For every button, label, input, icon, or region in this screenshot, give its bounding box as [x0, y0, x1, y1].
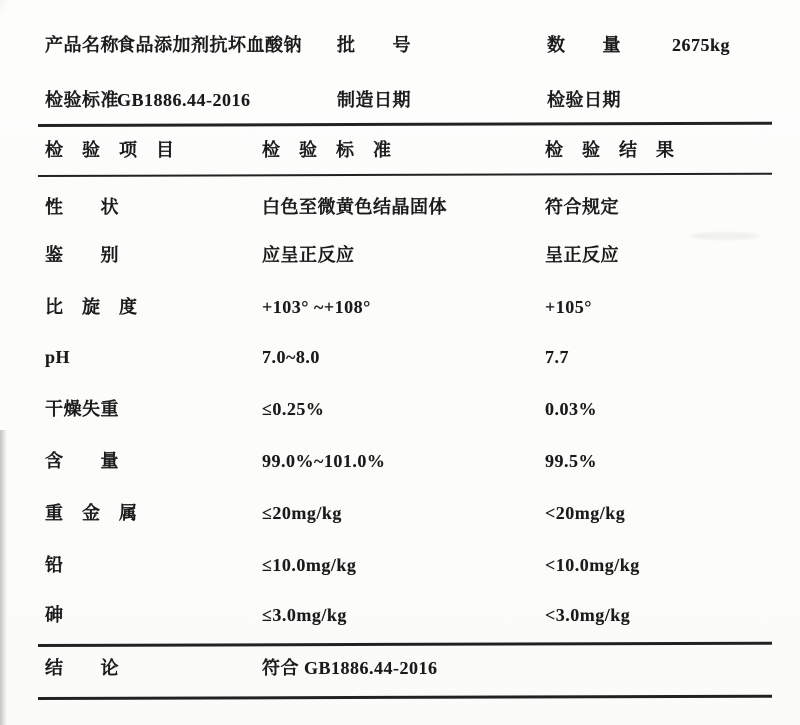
item-cell: 鉴 别 [45, 245, 119, 265]
standard-cell: 99.0%~101.0% [262, 451, 386, 471]
column-header-result: 检 验 结 果 [545, 140, 675, 160]
item-cell: 性 状 [45, 197, 119, 217]
standard-cell: 应呈正反应 [262, 245, 355, 265]
standard-cell: 7.0~8.0 [262, 347, 320, 367]
item-cell: pH [45, 347, 71, 367]
result-cell: 99.5% [545, 451, 597, 471]
inspection-standard-value: GB1886.44-2016 [117, 90, 251, 110]
standard-cell: ≤0.25% [262, 399, 325, 419]
item-cell: 干燥失重 [45, 399, 119, 419]
item-cell: 重 金 属 [45, 503, 138, 523]
batch-number-label: 批 号 [337, 35, 411, 55]
item-cell: 比 旋 度 [45, 297, 138, 317]
standard-cell: ≤3.0mg/kg [262, 605, 347, 625]
scan-edge-artifact [0, 430, 7, 725]
product-name-label: 产品名称 [45, 35, 119, 55]
conclusion-value: 符合 GB1886.44-2016 [262, 658, 438, 678]
quantity-label: 数 量 [547, 35, 621, 55]
inspection-date-label: 检验日期 [547, 90, 621, 110]
item-cell: 含 量 [45, 451, 119, 471]
table-rule-under-header [38, 173, 772, 177]
product-name-value: 食品添加剂抗坏血酸钠 [117, 35, 302, 55]
inspection-standard-label: 检验标准 [45, 90, 119, 110]
result-cell: <3.0mg/kg [545, 605, 631, 625]
result-cell: 0.03% [545, 399, 597, 419]
result-cell: 7.7 [545, 347, 569, 367]
table-rule-top [38, 122, 772, 127]
column-header-item: 检 验 项 目 [45, 140, 175, 160]
item-cell: 砷 [45, 605, 64, 625]
manufacture-date-label: 制造日期 [337, 90, 411, 110]
conclusion-label: 结 论 [45, 658, 119, 678]
item-cell: 铅 [45, 555, 64, 575]
standard-cell: ≤10.0mg/kg [262, 555, 357, 575]
result-cell: 呈正反应 [545, 245, 619, 265]
result-cell: <20mg/kg [545, 503, 626, 523]
column-header-standard: 检 验 标 准 [262, 140, 392, 160]
standard-cell: ≤20mg/kg [262, 503, 342, 523]
result-cell: +105° [545, 297, 592, 317]
table-rule-bottom [38, 695, 772, 700]
standard-cell: 白色至微黄色结晶固体 [262, 197, 447, 217]
quantity-value: 2675kg [672, 35, 731, 55]
table-rule-above-conclusion [38, 642, 772, 647]
result-cell: <10.0mg/kg [545, 555, 640, 575]
result-cell: 符合规定 [545, 197, 619, 217]
standard-cell: +103° ~+108° [262, 297, 371, 317]
scan-smudge-artifact [690, 232, 760, 240]
